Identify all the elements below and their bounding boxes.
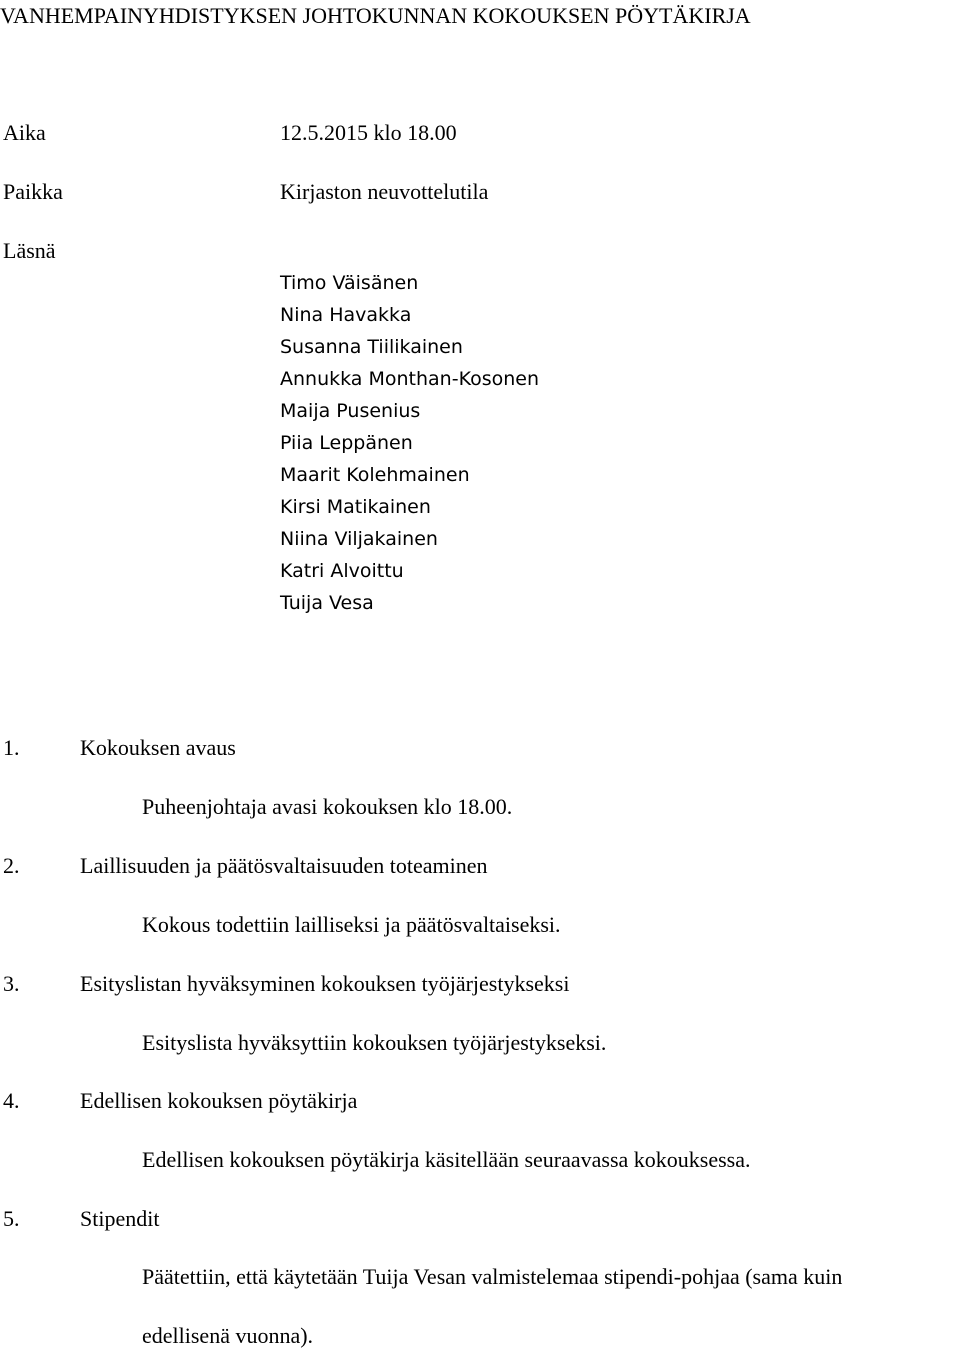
- attendee-item: Timo Väisänen: [280, 272, 419, 294]
- agenda-item-number: 3.: [3, 971, 20, 996]
- present-label: Läsnä: [3, 238, 56, 263]
- attendee-item: Annukka Monthan-Kosonen: [280, 368, 540, 390]
- attendee-item: Kirsi Matikainen: [280, 496, 431, 518]
- attendee-item: Maarit Kolehmainen: [280, 464, 470, 486]
- agenda-item-title: Stipendit: [80, 1206, 160, 1231]
- attendee-item: Piia Leppänen: [280, 432, 413, 454]
- agenda-item-title: Kokouksen avaus: [80, 735, 236, 760]
- attendee-item: Tuija Vesa: [280, 592, 374, 614]
- agenda-item-title: Laillisuuden ja päätösvaltaisuuden toteaminen: [80, 853, 488, 878]
- attendee-list: [280, 272, 539, 624]
- attendee-item: Katri Alvoittu: [280, 560, 404, 582]
- place-value: Kirjaston neuvottelutila: [280, 179, 489, 204]
- agenda-item-body: Puheenjohtaja avasi kokouksen klo 18.00.: [142, 794, 513, 819]
- agenda-item-body: Esityslista hyväksyttiin kokouksen työjärjestykseksi.: [142, 1030, 607, 1055]
- attendee-item: Niina Viljakainen: [280, 528, 438, 550]
- attendee-item: Susanna Tiilikainen: [280, 336, 463, 358]
- agenda-item-number: 5.: [3, 1206, 20, 1231]
- agenda-item-body: Kokous todettiin lailliseksi ja päätösvaltaiseksi.: [142, 912, 561, 937]
- attendee-item: Nina Havakka: [280, 304, 412, 326]
- agenda-item-body: Edellisen kokouksen pöytäkirja käsitellään seuraavassa kokouksessa.: [142, 1147, 751, 1172]
- agenda-item-title: Edellisen kokouksen pöytäkirja: [80, 1088, 358, 1113]
- agenda-item-number: 1.: [3, 735, 20, 760]
- place-label: Paikka: [3, 179, 63, 204]
- agenda-item-title: Esityslistan hyväksyminen kokouksen työjärjestykseksi: [80, 971, 570, 996]
- agenda-item-body-continued: edellisenä vuonna).: [142, 1323, 314, 1348]
- agenda-item-number: 4.: [3, 1088, 20, 1113]
- attendee-item: Maija Pusenius: [280, 400, 421, 422]
- time-value: 12.5.2015 klo 18.00: [280, 120, 457, 145]
- time-label: Aika: [3, 120, 46, 145]
- document-title: VANHEMPAINYHDISTYKSEN JOHTOKUNNAN KOKOUKSEN PÖYTÄKIRJA: [0, 3, 751, 28]
- agenda-item-number: 2.: [3, 853, 20, 878]
- agenda-item-body: Päätettiin, että käytetään Tuija Vesan valmistelemaa stipendi-pohjaa (sama kuin: [142, 1264, 843, 1289]
